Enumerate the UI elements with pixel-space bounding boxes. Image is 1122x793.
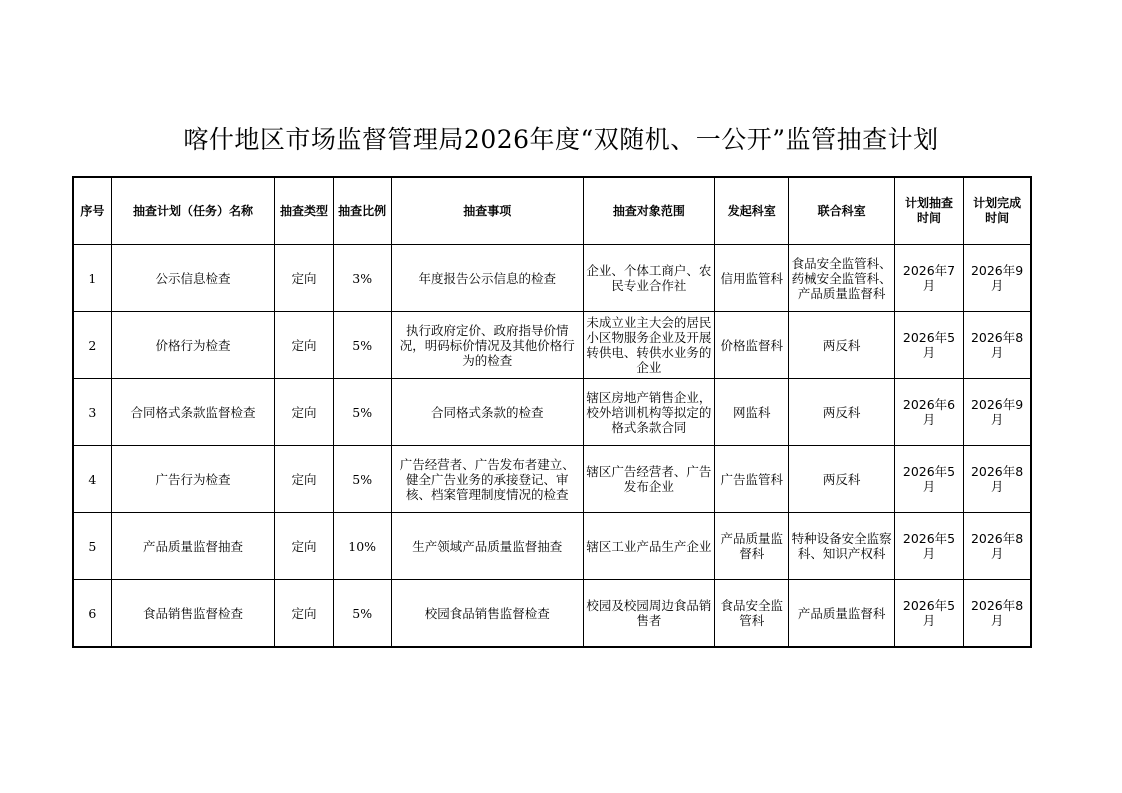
row-joint: 产品质量监督科 — [789, 580, 894, 648]
row-finish-time: 2026年9月 — [964, 245, 1031, 312]
row-item: 校园食品销售监督检查 — [391, 580, 583, 648]
table-row — [73, 513, 1031, 580]
row-type: 定向 — [275, 245, 333, 312]
header-finish-time: 计划完成时间 — [964, 177, 1031, 245]
row-name: 价格行为检查 — [111, 312, 275, 379]
row-dept: 食品安全监管科 — [715, 580, 789, 648]
row-no: 5 — [73, 513, 111, 580]
row-dept: 网监科 — [715, 379, 789, 446]
header-scope: 抽查对象范围 — [583, 177, 715, 245]
row-plan-time: 2026年5月 — [894, 513, 963, 580]
row-scope: 未成立业主大会的居民小区物服务企业及开展转供电、转供水业务的企业 — [583, 312, 715, 379]
row-ratio: 5% — [333, 580, 391, 648]
row-ratio: 5% — [333, 379, 391, 446]
row-name: 合同格式条款监督检查 — [111, 379, 275, 446]
table-row — [73, 312, 1031, 379]
row-ratio: 5% — [333, 446, 391, 513]
row-joint: 两反科 — [789, 446, 894, 513]
row-joint: 两反科 — [789, 312, 894, 379]
row-item: 合同格式条款的检查 — [391, 379, 583, 446]
header-dept: 发起科室 — [715, 177, 789, 245]
row-finish-time: 2026年8月 — [964, 513, 1031, 580]
row-item: 广告经营者、广告发布者建立、健全广告业务的承接登记、审核、档案管理制度情况的检查 — [391, 446, 583, 513]
row-no: 4 — [73, 446, 111, 513]
row-plan-time: 2026年5月 — [894, 446, 963, 513]
table-row — [73, 379, 1031, 446]
row-finish-time: 2026年9月 — [964, 379, 1031, 446]
row-item: 执行政府定价、政府指导价情况，明码标价情况及其他价格行为的检查 — [391, 312, 583, 379]
row-item: 生产领域产品质量监督抽查 — [391, 513, 583, 580]
row-plan-time: 2026年7月 — [894, 245, 963, 312]
row-no: 2 — [73, 312, 111, 379]
row-name: 广告行为检查 — [111, 446, 275, 513]
row-item: 年度报告公示信息的检查 — [391, 245, 583, 312]
row-scope: 辖区房地产销售企业，校外培训机构等拟定的格式条款合同 — [583, 379, 715, 446]
row-joint: 两反科 — [789, 379, 894, 446]
row-dept: 产品质量监督科 — [715, 513, 789, 580]
header-plan-time: 计划抽查时间 — [894, 177, 963, 245]
page-title: 喀什地区市场监督管理局2026年度“双随机、一公开”监管抽查计划 — [183, 125, 939, 154]
row-joint: 特种设备安全监察科、知识产权科 — [789, 513, 894, 580]
row-dept: 信用监管科 — [715, 245, 789, 312]
row-finish-time: 2026年8月 — [964, 312, 1031, 379]
row-scope: 企业、个体工商户、农民专业合作社 — [583, 245, 715, 312]
row-dept: 广告监管科 — [715, 446, 789, 513]
row-plan-time: 2026年5月 — [894, 580, 963, 648]
table-row — [73, 580, 1031, 648]
row-type: 定向 — [275, 580, 333, 648]
table-row — [73, 245, 1031, 312]
table-header-row — [73, 177, 1031, 245]
row-dept: 价格监督科 — [715, 312, 789, 379]
row-scope: 辖区广告经营者、广告发布企业 — [583, 446, 715, 513]
row-ratio: 3% — [333, 245, 391, 312]
row-plan-time: 2026年5月 — [894, 312, 963, 379]
row-ratio: 5% — [333, 312, 391, 379]
row-joint: 食品安全监管科、药械安全监管科、产品质量监督科 — [789, 245, 894, 312]
row-name: 公示信息检查 — [111, 245, 275, 312]
row-ratio: 10% — [333, 513, 391, 580]
row-no: 1 — [73, 245, 111, 312]
row-name: 产品质量监督抽查 — [111, 513, 275, 580]
row-type: 定向 — [275, 446, 333, 513]
inspection-plan-table — [72, 176, 1032, 648]
table-row — [73, 446, 1031, 513]
row-scope: 校园及校园周边食品销售者 — [583, 580, 715, 648]
row-name: 食品销售监督检查 — [111, 580, 275, 648]
header-name: 抽查计划（任务）名称 — [111, 177, 275, 245]
row-scope: 辖区工业产品生产企业 — [583, 513, 715, 580]
row-no: 3 — [73, 379, 111, 446]
header-item: 抽查事项 — [391, 177, 583, 245]
header-ratio: 抽查比例 — [333, 177, 391, 245]
header-no: 序号 — [73, 177, 111, 245]
header-type: 抽查类型 — [275, 177, 333, 245]
row-finish-time: 2026年8月 — [964, 446, 1031, 513]
row-type: 定向 — [275, 312, 333, 379]
row-type: 定向 — [275, 513, 333, 580]
row-type: 定向 — [275, 379, 333, 446]
row-plan-time: 2026年6月 — [894, 379, 963, 446]
row-no: 6 — [73, 580, 111, 648]
header-joint: 联合科室 — [789, 177, 894, 245]
row-finish-time: 2026年8月 — [964, 580, 1031, 648]
